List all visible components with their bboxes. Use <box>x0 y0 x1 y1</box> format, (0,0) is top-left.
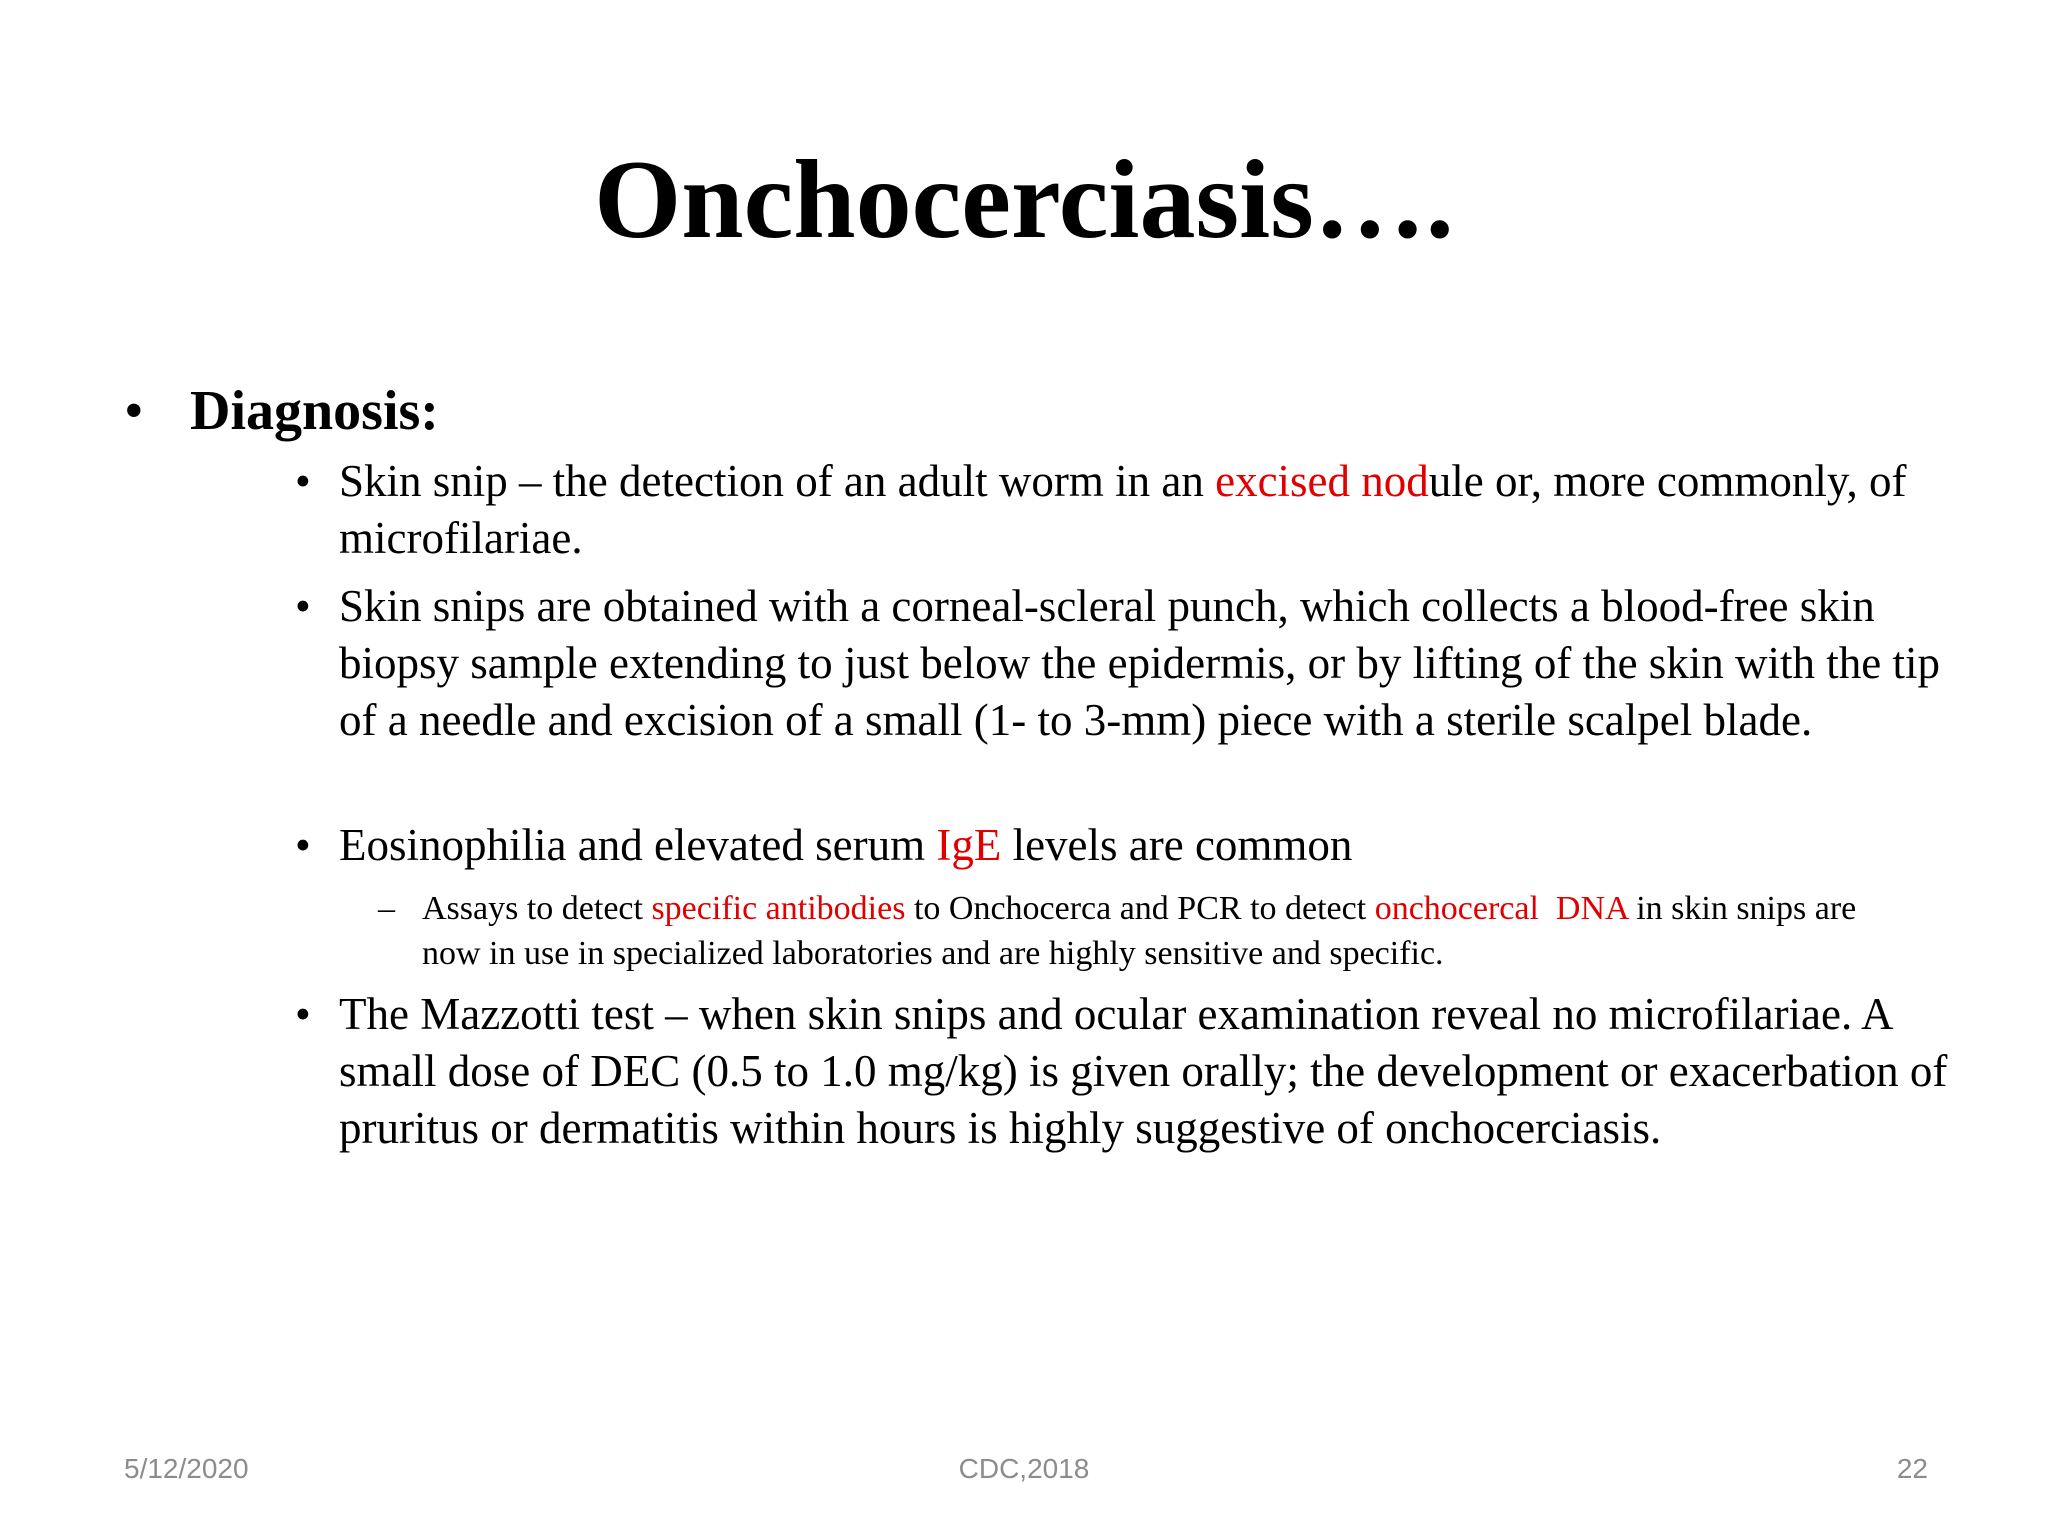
text-segment: in skin snips are now in use in specialized laboratories and are highly sensitive and specific. <box>422 890 1857 972</box>
item-text <box>339 817 1975 874</box>
highlight-text: IgE <box>936 820 1002 870</box>
text-segment: ule or, more commonly, of microfilariae. <box>339 456 1907 563</box>
footer-date: 5/12/2020 <box>124 1453 249 1484</box>
item-text <box>339 453 1975 567</box>
highlight-text: specific antibodies <box>651 890 906 927</box>
bullet-item-skin-snip <box>295 453 1975 567</box>
sub-item-assays <box>378 886 1898 976</box>
bullet-item-eosinophilia <box>295 817 1975 874</box>
dash-bullet: – <box>378 890 395 927</box>
heading-text: Diagnosis: <box>190 380 439 442</box>
highlight-text: onchocercal DNA <box>1374 890 1628 927</box>
text-segment: to Onchocerca and PCR to detect <box>905 890 1375 927</box>
bullet: • <box>295 989 311 1039</box>
footer-page-number: 22 <box>1896 1453 1928 1484</box>
text-segment: Eosinophilia and elevated serum <box>339 820 937 870</box>
footer-source: CDC,2018 <box>958 1453 1090 1484</box>
bullet: • <box>295 820 311 870</box>
item-text: Skin snips are obtained with a corneal-scleral punch, which collects a blood-free skin biopsy sample extending to just below the epidermis, or by lifting of the skin with the tip of a needle and excision of a small (1- to 3-mm) piece with a sterile scalpel blade. <box>339 581 1941 745</box>
diagnosis-heading <box>124 378 439 444</box>
highlight-text: excised nod <box>1215 456 1429 506</box>
sub-item-text <box>422 886 1898 976</box>
bullet: • <box>124 380 144 442</box>
slide-title: Onchocerciasis…. <box>594 138 1454 262</box>
bullet: • <box>295 456 311 506</box>
bullet-item-skin-snips-obtained <box>295 578 1975 749</box>
bullet-item-mazzotti-test <box>295 986 1975 1157</box>
text-segment: Skin snip – the detection of an adult worm in an <box>339 456 1216 506</box>
bullet: • <box>295 581 311 631</box>
text-segment: levels are common <box>1001 820 1353 870</box>
item-text: The Mazzotti test – when skin snips and ocular examination reveal no microfilariae. A small dose of DEC (0.5 to 1.0 mg/kg) is given orally; the development or exacerbation of pruritus or dermatitis within hours is highly suggestive of onchocerciasis. <box>339 989 1948 1153</box>
text-segment: Assays to detect <box>422 890 652 927</box>
